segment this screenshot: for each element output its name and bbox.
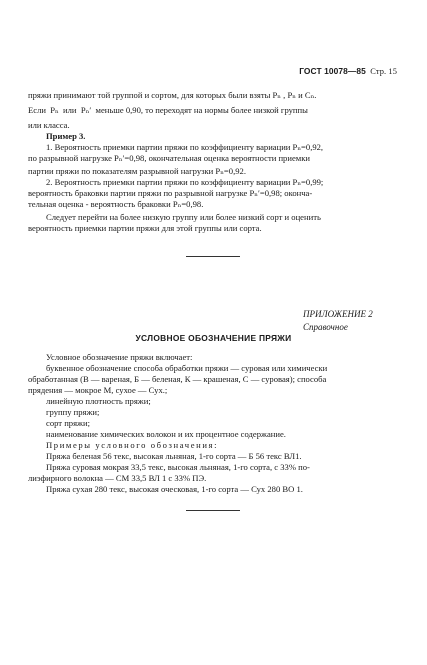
divider-line	[186, 256, 240, 257]
examples-heading: Примеры условного обозначения:	[46, 440, 219, 450]
page-number: Стр. 15	[370, 67, 397, 76]
appendix-subtitle: Справочное	[303, 322, 348, 332]
text-line: наименование химических волокон и их процентное содержание.	[46, 429, 286, 439]
text-line: 1. Вероятность приемки партии пряжи по коэффициенту вариации Рₙ=0,92,	[46, 142, 324, 152]
text-line: вероятность приемки партии пряжи для этой группы или сорта.	[28, 223, 262, 233]
text-line: партии пряжи по показателям разрывной нагрузки Рₙ=0,92.	[28, 166, 246, 176]
text-line: Пряжа сухая 280 текс, высокая оческовая, 1-го сорта — Сух 280 ВО 1.	[46, 484, 303, 494]
standard-number: ГОСТ 10078—85	[299, 66, 366, 76]
text-line: Пряжа беленая 56 текс, высокая льняная, 1-го сорта — Б 56 текс ВЛ1.	[46, 451, 302, 461]
text-line: сорт пряжи;	[46, 418, 90, 428]
text-line: вероятность браковки партии пряжи по разрывной нагрузке Рₙʹ=0,98; оконча-	[28, 188, 313, 198]
example-heading: Пример 3.	[46, 131, 86, 141]
text-line: Пряжа суровая мокрая 33,5 текс, высокая льняная, 1-го сорта, с 33% по-	[46, 462, 310, 472]
text-line: Следует перейти на более низкую группу или более низкий сорт и оценить	[46, 212, 321, 222]
text-line: тельная оценка - вероятность браковки Рₙ=0,98.	[28, 199, 204, 209]
text-line: обработанная (В — вареная, Б — беленая, К — крашеная, С — суровая); способа	[28, 374, 327, 384]
text-line: прядения — мокрое М, сухое — Сух.;	[28, 385, 168, 395]
text-line: или класса.	[28, 120, 70, 130]
text-line: группу пряжи;	[46, 407, 100, 417]
text-line: лиэфирного волокна — СМ 33,5 ВЛ 1 с 33% ПЭ.	[28, 473, 207, 483]
text-line: по разрывной нагрузке Рₙʹ=0,98, окончательная оценка вероятности приемки	[28, 153, 310, 163]
appendix-label	[303, 308, 373, 334]
text-line: буквенное обозначение способа обработки пряжи — суровая или химически	[46, 363, 328, 373]
text-line: Если Рₙ или Рₙʹ меньше 0,90, то переходят на нормы более низкой группы	[28, 105, 308, 115]
text-line: 2. Вероятность приемки партии пряжи по коэффициенту вариации Рₙ=0,99;	[46, 177, 324, 187]
text-line: Условное обозначение пряжи включает:	[46, 352, 193, 362]
appendix-title: ПРИЛОЖЕНИЕ 2	[303, 309, 373, 319]
page-header	[299, 66, 397, 76]
text-line: пряжи принимают той группой и сортом, для которых были взяты Рₙ , Рₙ и Сₙ.	[28, 90, 317, 100]
section-title: УСЛОВНОЕ ОБОЗНАЧЕНИЕ ПРЯЖИ	[135, 333, 292, 343]
divider-line	[186, 510, 240, 511]
text-line: линейную плотность пряжи;	[46, 396, 151, 406]
